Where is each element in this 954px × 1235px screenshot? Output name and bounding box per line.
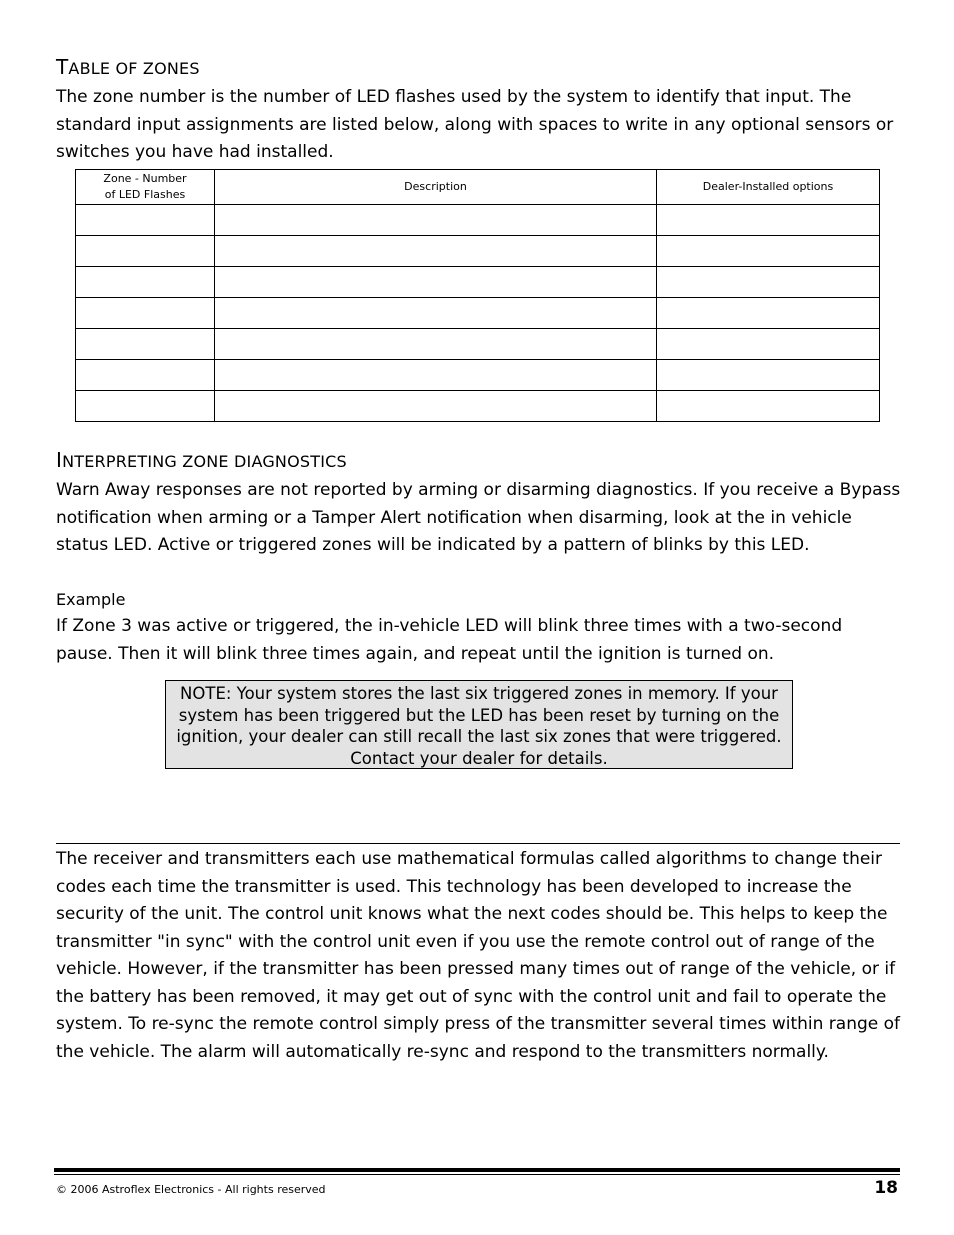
table-row bbox=[76, 298, 880, 329]
zone-cell bbox=[76, 205, 215, 236]
zone-table bbox=[75, 169, 880, 422]
zone-table-header-row bbox=[76, 170, 880, 205]
interpreting-diagnostics-heading: INTERPRETING ZONE DIAGNOSTICS bbox=[56, 448, 347, 472]
description-cell bbox=[215, 329, 657, 360]
zone-cell bbox=[76, 391, 215, 422]
dealer-option-cell bbox=[657, 329, 880, 360]
zone-cell bbox=[76, 360, 215, 391]
description-cell bbox=[215, 205, 657, 236]
zone-cell bbox=[76, 267, 215, 298]
dealer-option-cell bbox=[657, 391, 880, 422]
dealer-option-cell bbox=[657, 236, 880, 267]
description-cell bbox=[215, 236, 657, 267]
dealer-option-cell bbox=[657, 298, 880, 329]
table-row bbox=[76, 360, 880, 391]
copyright-text: © 2006 Astroflex Electronics - All rights reserved bbox=[56, 1183, 326, 1196]
dealer-option-cell bbox=[657, 360, 880, 391]
section-divider bbox=[56, 843, 900, 844]
example-heading: Example bbox=[56, 590, 126, 609]
description-cell bbox=[215, 298, 657, 329]
dealer-options-header: Dealer-Installed options bbox=[657, 170, 880, 205]
table-row bbox=[76, 329, 880, 360]
description-cell bbox=[215, 360, 657, 391]
dealer-option-cell bbox=[657, 267, 880, 298]
example-body: If Zone 3 was active or triggered, the in-vehicle LED will blink three times with a two-second pause. Then it will blink three times again, and repeat until the ignition is turned on. bbox=[56, 616, 843, 664]
description-cell bbox=[215, 267, 657, 298]
table-row bbox=[76, 391, 880, 422]
footer-rule-thin bbox=[54, 1174, 900, 1175]
description-cell bbox=[215, 391, 657, 422]
table-row bbox=[76, 236, 880, 267]
note-label: NOTE bbox=[180, 684, 226, 703]
description-header: Description bbox=[215, 170, 657, 205]
table-row bbox=[76, 267, 880, 298]
table-of-zones-heading: TABLE OF ZONES bbox=[56, 55, 200, 79]
page-number: 18 bbox=[874, 1178, 898, 1198]
zone-number-header: Zone - Number of LED Flashes bbox=[76, 170, 215, 205]
table-of-zones-intro: The zone number is the number of LED flashes used by the system to identify that input. The standard input assignments are listed below, along with spaces to write in any optional sensors or switches you have had installed. bbox=[56, 87, 894, 162]
zone-cell bbox=[76, 329, 215, 360]
note-box bbox=[165, 680, 793, 769]
footer-rule-thick bbox=[54, 1168, 900, 1172]
table-row bbox=[76, 205, 880, 236]
note-text: : Your system stores the last six triggered zones in memory. If your system has been triggered but the LED has been reset by turning on the ignition, your dealer can still recall the last six zones that were triggered. Contact your dealer for details. bbox=[176, 684, 782, 768]
zone-cell bbox=[76, 236, 215, 267]
zone-cell bbox=[76, 298, 215, 329]
interpreting-diagnostics-body: Warn Away responses are not reported by arming or disarming diagnostics. If you receive a Bypass notification when arming or a Tamper Alert notification when disarming, look at the in vehicle status LED. Active or triggered zones will be indicated by a pattern of blinks by this LED. bbox=[56, 480, 901, 555]
dealer-option-cell bbox=[657, 205, 880, 236]
resync-body: The receiver and transmitters each use mathematical formulas called algorithms to change their codes each time the transmitter is used. This technology has been developed to increase the security of the unit. The control unit knows what the next codes should be. This helps to keep the transmitter "in sync" with the control unit even if you use the remote control out of range of the vehicle. However, if the transmitter has been pressed many times out of range of the vehicle, or if the battery has been removed, it may get out of sync with the control unit and fail to operate the system. To re-sync the remote control simply press of the transmitter several times within range of the vehicle. The alarm will automatically re-sync and respond to the transmitters normally. bbox=[56, 849, 901, 1062]
